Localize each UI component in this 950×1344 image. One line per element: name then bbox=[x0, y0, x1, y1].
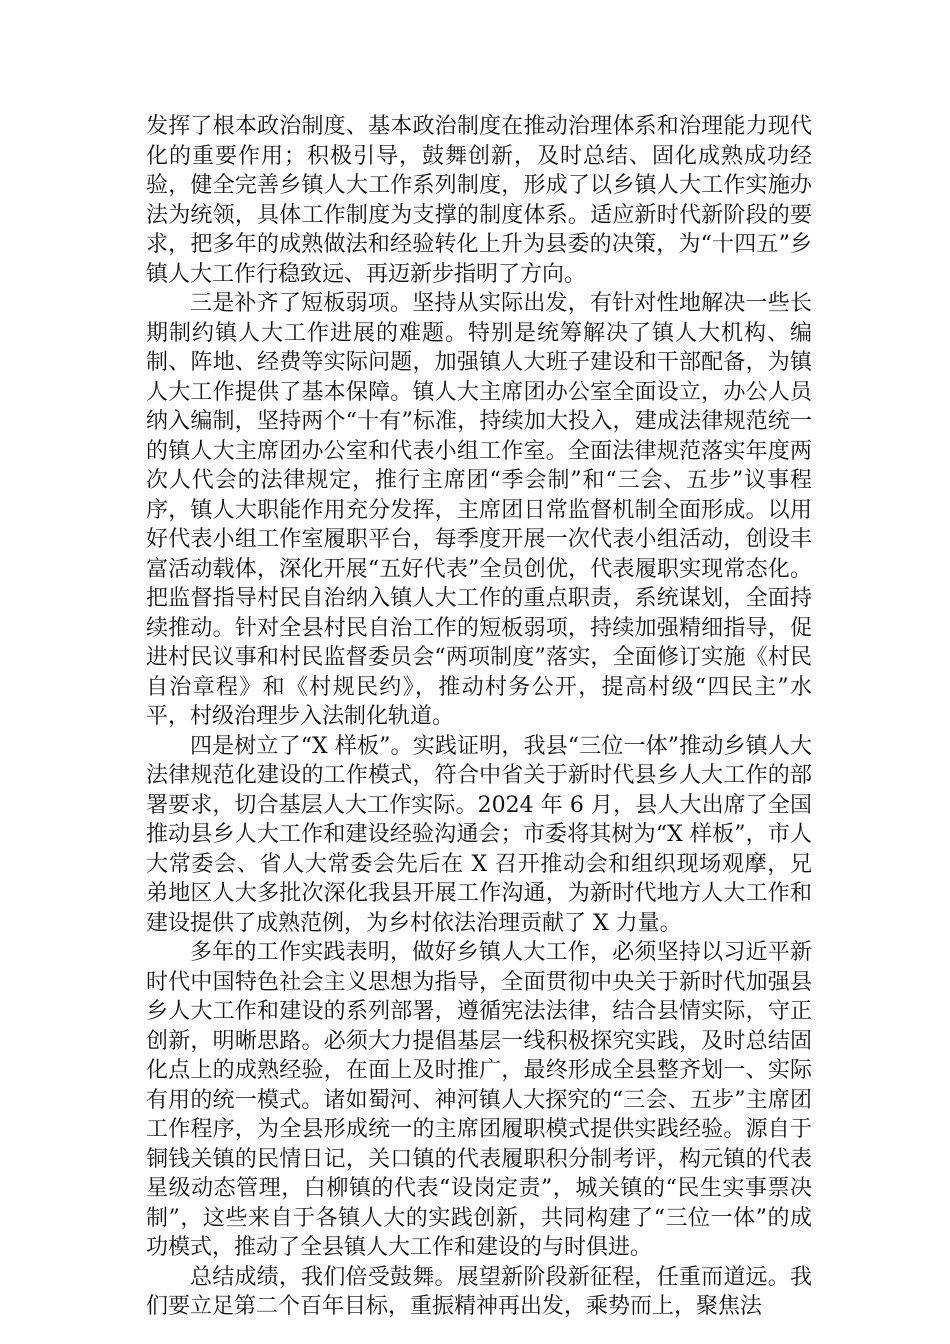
paragraph-outlook: 总结成绩，我们倍受鼓舞。展望新阶段新征程，任重而道远。我们要立足第二个百年目标，重振精神再出发，乘势而上，聚焦法 bbox=[146, 1264, 812, 1319]
document-body bbox=[146, 112, 812, 1322]
paragraph-practice-experience: 多年的工作实践表明，做好乡镇人大工作，必须坚持以习近平新时代中国特色社会主义思想为指导，全面贯彻中央关于新时代加强县乡人大工作和建设的系列部署，遵循宪法法律，结合县情实际，守正创新，明晰思路。必须大力提倡基层一线积极探究实践，及时总结固化点上的成熟经验，在面上及时推广，最终形成全县整齐划一、实际有用的统一模式。诸如蜀河、神河镇人大探究的“三会、五步”主席团工作程序，为全县形成统一的主席团履职模式提供实践经验。源自于铜钱关镇的民情日记，关口镇的代表履职积分制考评，构元镇的代表星级动态管理，白柳镇的代表“设岗定责”，城关镇的“民生实事票决制”，这些来自于各镇人大的实践创新，共同构建了“三位一体”的成功模式，推动了全县镇人大工作和建设的与时俱进。 bbox=[146, 940, 812, 1260]
paragraph-shortcomings: 三是补齐了短板弱项。坚持从实际出发，有针对性地解决一些长期制约镇人大工作进展的难题。特别是统筹解决了镇人大机构、编制、阵地、经费等实际问题，加强镇人大班子建设和干部配备，为镇人大工作提供了基本保障。镇人大主席团办公室全面设立，办公人员纳入编制，坚持两个“十有”标准，持续加大投入，建成法律规范统一的镇人大主席团办公室和代表小组工作室。全面法律规范落实年度两次人代会的法律规定，推行主席团“季会制”和“三会、五步”议事程序，镇人大职能作用充分发挥，主席团日常监督机制全面形成。以用好代表小组工作室履职平台，每季度开展一次代表小组活动，创设丰富活动载体，深化开展“五好代表”全员创优，代表履职实现常态化。把监督指导村民自治纳入镇人大工作的重点职责，系统谋划，全面持续推动。针对全县村民自治工作的短板弱项，持续加强精细指导，促进村民议事和村民监督委员会“两项制度”落实，全面修订实施《村民自治章程》和《村规民约》，推动村务公开，提高村级“四民主”水平，村级治理步入法制化轨道。 bbox=[146, 291, 812, 729]
paragraph-x-model: 四是树立了“X 样板”。实践证明，我县“三位一体”推动乡镇人大法律规范化建设的工作模式，符合中省关于新时代县乡人大工作的部署要求，切合基层人大工作实际。2024 年 6 月，县人大出席了全国推动县乡人大工作和建设经验沟通会；市委将其树为“X 样板”，市人大常委会、省人大常委会先后在 X 召开推动会和组织现场观摩，兄弟地区人大多批次深化我县开展工作沟通，为新时代地方人大工作和建设提供了成熟范例，为乡村依法治理贡献了 X 力量。 bbox=[146, 733, 812, 936]
paragraph-institutional-system: 发挥了根本政治制度、基本政治制度在推动治理体系和治理能力现代化的重要作用；积极引导，鼓舞创新，及时总结、固化成熟成功经验，健全完善乡镇人大工作系列制度，形成了以乡镇人大工作实施办法为统领，具体工作制度为支撑的制度体系。适应新时代新阶段的要求，把多年的成熟做法和经验转化上升为县委的决策，为“十四五”乡镇人大工作行稳致远、再迈新步指明了方向。 bbox=[146, 114, 812, 287]
